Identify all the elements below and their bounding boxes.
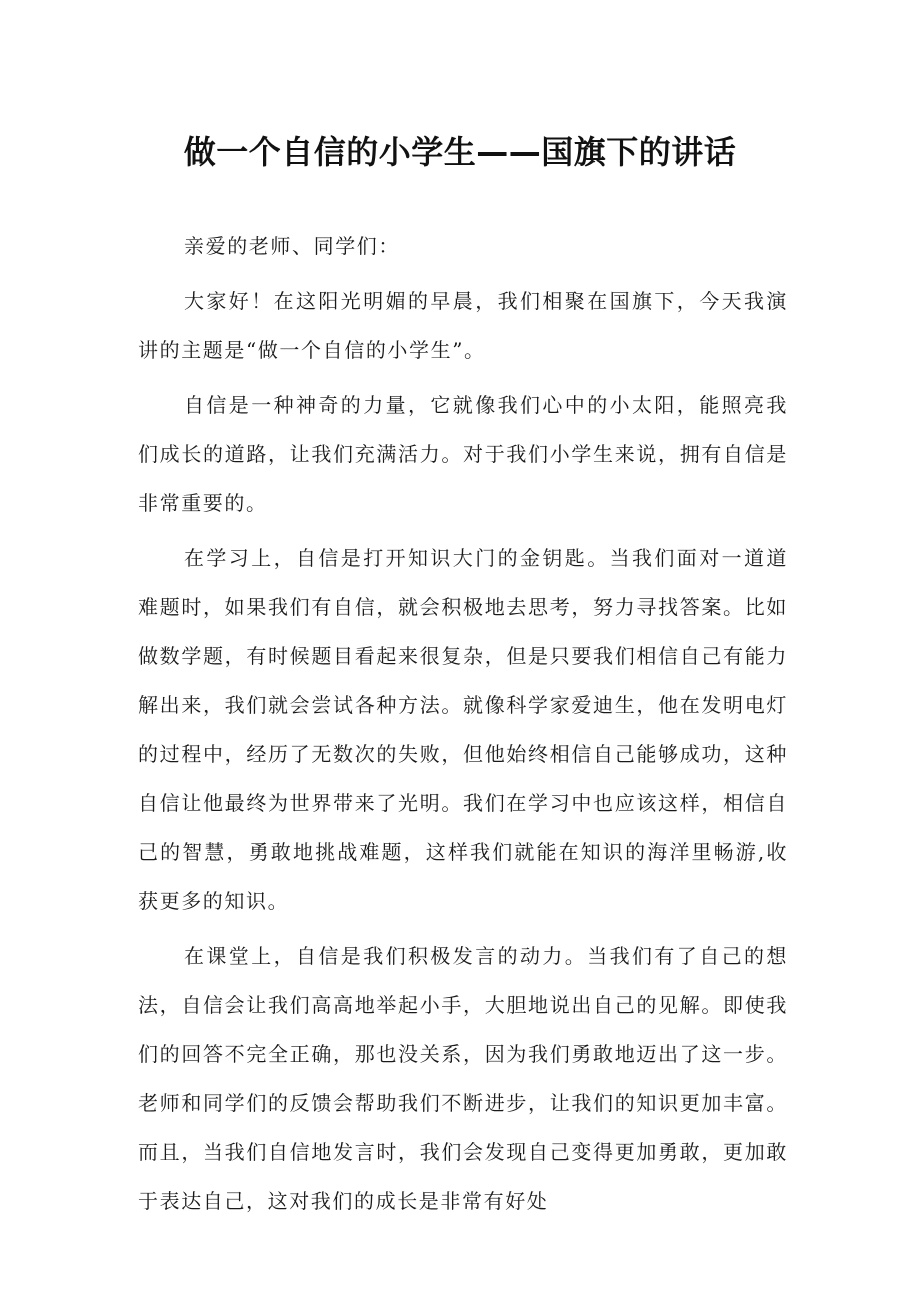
learning-paragraph: 在学习上，自信是打开知识大门的金钥匙。当我们面对一道道难题时，如果我们有自信，就会积极地去思考，努力寻找答案。比如做数学题，有时候题目看起来很复杂，但是只要我们相信自己有能力解出来，我们就会尝试各种方法。就像科学家爱迪生，他在发明电灯的过程中，经历了无数次的失败，但他始终相信自己能够成功，这种自信让他最终为世界带来了光明。我们在学习中也应该这样，相信自己的智慧，勇敢地挑战难题，这样我们就能在知识的海洋里畅游,收获更多的知识。 (138, 546, 788, 913)
document-body (138, 222, 788, 1232)
salutation-paragraph: 亲爱的老师、同学们： (184, 234, 400, 258)
document-title: 做一个自信的小学生——国旗下的讲话 (183, 133, 737, 171)
greeting-paragraph: 大家好！在这阳光明媚的早晨，我们相聚在国旗下，今天我演讲的主题是“做一个自信的小学生”。 (138, 289, 788, 362)
confidence-intro-paragraph: 自信是一种神奇的力量，它就像我们心中的小太阳，能照亮我们成长的道路，让我们充满活力。对于我们小学生来说，拥有自信是非常重要的。 (138, 393, 788, 515)
classroom-paragraph: 在课堂上，自信是我们积极发言的动力。当我们有了自己的想法，自信会让我们高高地举起小手，大胆地说出自己的见解。即使我们的回答不完全正确，那也没关系，因为我们勇敢地迈出了这一步。老师和同学们的反馈会帮助我们不断进步，让我们的知识更加丰富。而且，当我们自信地发言时，我们会发现自己变得更加勇敢，更加敢于表达自己，这对我们的成长是非常有好处 (138, 944, 788, 1213)
